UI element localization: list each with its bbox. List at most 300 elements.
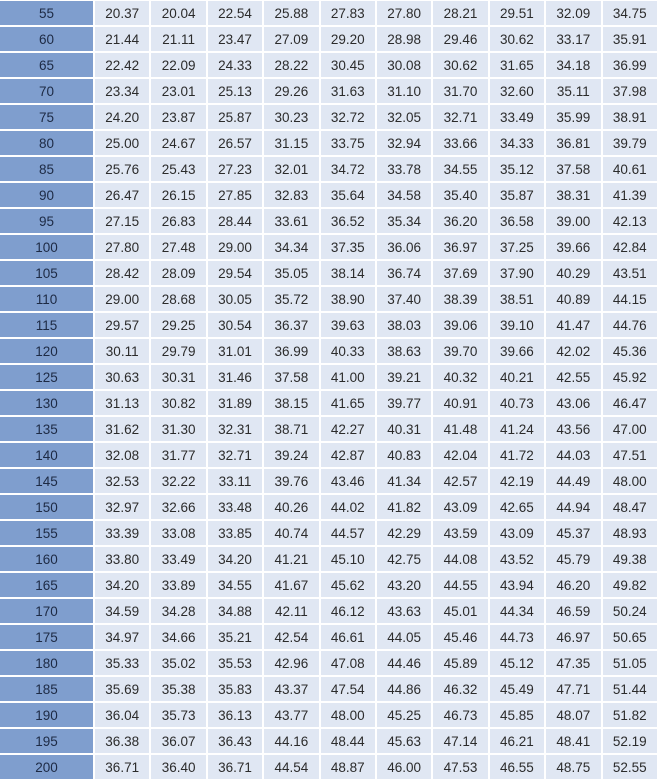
table-cell: 33.08 — [151, 521, 205, 545]
table-cell: 44.05 — [377, 625, 431, 649]
table-cell: 47.35 — [546, 651, 600, 675]
table-cell: 28.68 — [151, 287, 205, 311]
table-cell: 26.83 — [151, 209, 205, 233]
table-cell: 40.91 — [433, 391, 487, 415]
table-cell: 33.49 — [151, 547, 205, 571]
table-cell: 35.34 — [377, 209, 431, 233]
row-key-cell: 185 — [0, 677, 93, 701]
table-cell: 37.35 — [321, 235, 375, 259]
table-cell: 48.44 — [321, 729, 375, 753]
table-cell: 22.54 — [208, 1, 262, 25]
table-cell: 32.01 — [264, 157, 318, 181]
row-key-cell: 85 — [0, 157, 93, 181]
table-cell: 38.71 — [264, 417, 318, 441]
table-cell: 46.32 — [433, 677, 487, 701]
table-cell: 25.13 — [208, 79, 262, 103]
table-cell: 32.94 — [377, 131, 431, 155]
table-cell: 33.49 — [490, 105, 544, 129]
table-cell: 32.08 — [95, 443, 149, 467]
table-cell: 30.31 — [151, 365, 205, 389]
table-cell: 44.94 — [546, 495, 600, 519]
table-cell: 37.69 — [433, 261, 487, 285]
table-cell: 36.07 — [151, 729, 205, 753]
table-cell: 47.71 — [546, 677, 600, 701]
table-cell: 38.15 — [264, 391, 318, 415]
table-cell: 33.48 — [208, 495, 262, 519]
table-cell: 35.99 — [546, 105, 600, 129]
table-cell: 47.51 — [603, 443, 657, 467]
table-cell: 33.39 — [95, 521, 149, 545]
table-cell: 35.53 — [208, 651, 262, 675]
table-cell: 42.02 — [546, 339, 600, 363]
table-cell: 34.34 — [264, 235, 318, 259]
table-cell: 39.06 — [433, 313, 487, 337]
table-cell: 34.88 — [208, 599, 262, 623]
table-cell: 27.23 — [208, 157, 262, 181]
table-cell: 32.53 — [95, 469, 149, 493]
table-cell: 44.46 — [377, 651, 431, 675]
table-cell: 37.90 — [490, 261, 544, 285]
table-cell: 20.04 — [151, 1, 205, 25]
table-cell: 29.54 — [208, 261, 262, 285]
table-cell: 34.59 — [95, 599, 149, 623]
table-cell: 23.01 — [151, 79, 205, 103]
table-cell: 35.11 — [546, 79, 600, 103]
table-cell: 35.33 — [95, 651, 149, 675]
table-cell: 47.53 — [433, 755, 487, 779]
table-cell: 38.63 — [377, 339, 431, 363]
table-cell: 43.51 — [603, 261, 657, 285]
table-cell: 39.24 — [264, 443, 318, 467]
table-cell: 44.15 — [603, 287, 657, 311]
row-key-cell: 95 — [0, 209, 93, 233]
row-key-cell: 75 — [0, 105, 93, 129]
table-cell: 37.58 — [264, 365, 318, 389]
table-cell: 37.98 — [603, 79, 657, 103]
table-cell: 35.02 — [151, 651, 205, 675]
table-cell: 33.89 — [151, 573, 205, 597]
table-cell: 42.13 — [603, 209, 657, 233]
table-cell: 25.43 — [151, 157, 205, 181]
table-cell: 42.96 — [264, 651, 318, 675]
table-cell: 37.25 — [490, 235, 544, 259]
table-cell: 50.24 — [603, 599, 657, 623]
table-cell: 44.02 — [321, 495, 375, 519]
row-key-cell: 145 — [0, 469, 93, 493]
table-cell: 42.75 — [377, 547, 431, 571]
table-cell: 36.97 — [433, 235, 487, 259]
table-cell: 34.20 — [95, 573, 149, 597]
table-cell: 32.60 — [490, 79, 544, 103]
table-cell: 26.47 — [95, 183, 149, 207]
table-cell: 44.08 — [433, 547, 487, 571]
table-cell: 42.65 — [490, 495, 544, 519]
table-cell: 29.00 — [95, 287, 149, 311]
row-key-cell: 70 — [0, 79, 93, 103]
table-cell: 31.65 — [490, 53, 544, 77]
table-cell: 39.77 — [377, 391, 431, 415]
table-cell: 38.91 — [603, 105, 657, 129]
table-cell: 51.82 — [603, 703, 657, 727]
table-cell: 30.82 — [151, 391, 205, 415]
row-key-cell: 60 — [0, 27, 93, 51]
table-cell: 29.46 — [433, 27, 487, 51]
table-cell: 44.57 — [321, 521, 375, 545]
table-cell: 27.83 — [321, 1, 375, 25]
table-cell: 43.77 — [264, 703, 318, 727]
table-cell: 36.99 — [603, 53, 657, 77]
table-cell: 38.31 — [546, 183, 600, 207]
table-cell: 31.62 — [95, 417, 149, 441]
table-cell: 29.25 — [151, 313, 205, 337]
table-cell: 34.55 — [208, 573, 262, 597]
table-cell: 40.83 — [377, 443, 431, 467]
table-cell: 41.39 — [603, 183, 657, 207]
table-cell: 46.61 — [321, 625, 375, 649]
table-cell: 35.40 — [433, 183, 487, 207]
table-cell: 45.36 — [603, 339, 657, 363]
table-cell: 31.30 — [151, 417, 205, 441]
table-cell: 23.87 — [151, 105, 205, 129]
table-cell: 34.33 — [490, 131, 544, 155]
table-cell: 35.83 — [208, 677, 262, 701]
table-cell: 43.59 — [433, 521, 487, 545]
table-cell: 35.12 — [490, 157, 544, 181]
table-cell: 32.71 — [208, 443, 262, 467]
table-cell: 35.72 — [264, 287, 318, 311]
table-cell: 42.27 — [321, 417, 375, 441]
table-cell: 31.77 — [151, 443, 205, 467]
table-cell: 33.66 — [433, 131, 487, 155]
table-cell: 51.44 — [603, 677, 657, 701]
table-cell: 48.47 — [603, 495, 657, 519]
row-key-cell: 130 — [0, 391, 93, 415]
table-cell: 43.09 — [433, 495, 487, 519]
table-cell: 40.29 — [546, 261, 600, 285]
table-cell: 44.55 — [433, 573, 487, 597]
row-key-cell: 120 — [0, 339, 93, 363]
table-cell: 36.74 — [377, 261, 431, 285]
table-cell: 48.93 — [603, 521, 657, 545]
table-cell: 26.15 — [151, 183, 205, 207]
table-cell: 36.13 — [208, 703, 262, 727]
table-cell: 36.52 — [321, 209, 375, 233]
table-cell: 43.56 — [546, 417, 600, 441]
table-cell: 41.72 — [490, 443, 544, 467]
table-cell: 21.44 — [95, 27, 149, 51]
table-cell: 40.33 — [321, 339, 375, 363]
table-cell: 47.54 — [321, 677, 375, 701]
table-cell: 23.34 — [95, 79, 149, 103]
row-key-cell: 180 — [0, 651, 93, 675]
table-cell: 30.05 — [208, 287, 262, 311]
table-cell: 31.89 — [208, 391, 262, 415]
table-cell: 43.46 — [321, 469, 375, 493]
table-cell: 44.03 — [546, 443, 600, 467]
table-cell: 35.69 — [95, 677, 149, 701]
table-cell: 27.80 — [377, 1, 431, 25]
row-key-cell: 55 — [0, 1, 93, 25]
table-cell: 24.33 — [208, 53, 262, 77]
table-cell: 42.54 — [264, 625, 318, 649]
table-cell: 39.66 — [490, 339, 544, 363]
table-cell: 27.09 — [264, 27, 318, 51]
table-cell: 45.46 — [433, 625, 487, 649]
table-cell: 42.84 — [603, 235, 657, 259]
table-cell: 48.75 — [546, 755, 600, 779]
table-cell: 45.12 — [490, 651, 544, 675]
table-cell: 37.40 — [377, 287, 431, 311]
table-cell: 43.09 — [490, 521, 544, 545]
row-key-cell: 195 — [0, 729, 93, 753]
table-cell: 33.80 — [95, 547, 149, 571]
table-cell: 46.20 — [546, 573, 600, 597]
table-cell: 41.65 — [321, 391, 375, 415]
table-cell: 29.26 — [264, 79, 318, 103]
table-cell: 25.76 — [95, 157, 149, 181]
table-cell: 43.63 — [377, 599, 431, 623]
table-cell: 38.90 — [321, 287, 375, 311]
table-cell: 32.09 — [546, 1, 600, 25]
table-cell: 42.57 — [433, 469, 487, 493]
table-cell: 28.98 — [377, 27, 431, 51]
table-cell: 44.86 — [377, 677, 431, 701]
table-cell: 43.06 — [546, 391, 600, 415]
table-cell: 36.04 — [95, 703, 149, 727]
table-cell: 31.15 — [264, 131, 318, 155]
table-cell: 43.94 — [490, 573, 544, 597]
row-key-cell: 155 — [0, 521, 93, 545]
table-cell: 39.00 — [546, 209, 600, 233]
row-key-cell: 200 — [0, 755, 93, 779]
table-cell: 37.58 — [546, 157, 600, 181]
table-cell: 44.54 — [264, 755, 318, 779]
row-key-cell: 65 — [0, 53, 93, 77]
table-cell: 35.73 — [151, 703, 205, 727]
table-cell: 47.14 — [433, 729, 487, 753]
row-key-cell: 190 — [0, 703, 93, 727]
table-cell: 42.04 — [433, 443, 487, 467]
table-cell: 39.10 — [490, 313, 544, 337]
table-cell: 48.00 — [603, 469, 657, 493]
row-key-cell: 115 — [0, 313, 93, 337]
table-cell: 35.05 — [264, 261, 318, 285]
table-cell: 33.78 — [377, 157, 431, 181]
table-cell: 42.19 — [490, 469, 544, 493]
table-cell: 36.38 — [95, 729, 149, 753]
table-cell: 46.59 — [546, 599, 600, 623]
table-cell: 25.00 — [95, 131, 149, 155]
table-cell: 32.22 — [151, 469, 205, 493]
table-cell: 36.43 — [208, 729, 262, 753]
table-cell: 39.76 — [264, 469, 318, 493]
table-cell: 33.61 — [264, 209, 318, 233]
table-cell: 39.21 — [377, 365, 431, 389]
table-cell: 46.00 — [377, 755, 431, 779]
table-cell: 30.08 — [377, 53, 431, 77]
table-cell: 41.47 — [546, 313, 600, 337]
table-cell: 32.31 — [208, 417, 262, 441]
table-cell: 45.10 — [321, 547, 375, 571]
table-cell: 39.66 — [546, 235, 600, 259]
table-cell: 40.89 — [546, 287, 600, 311]
table-cell: 40.74 — [264, 521, 318, 545]
table-cell: 51.05 — [603, 651, 657, 675]
table-cell: 30.62 — [433, 53, 487, 77]
table-cell: 49.82 — [603, 573, 657, 597]
table-cell: 33.11 — [208, 469, 262, 493]
table-cell: 44.49 — [546, 469, 600, 493]
table-cell: 42.55 — [546, 365, 600, 389]
table-cell: 44.16 — [264, 729, 318, 753]
table-cell: 38.39 — [433, 287, 487, 311]
table-cell: 36.71 — [95, 755, 149, 779]
table-cell: 34.66 — [151, 625, 205, 649]
table-cell: 46.47 — [603, 391, 657, 415]
table-cell: 38.14 — [321, 261, 375, 285]
table-cell: 31.70 — [433, 79, 487, 103]
table-cell: 30.23 — [264, 105, 318, 129]
table-cell: 44.34 — [490, 599, 544, 623]
table-cell: 45.63 — [377, 729, 431, 753]
row-key-cell: 175 — [0, 625, 93, 649]
table-cell: 34.75 — [603, 1, 657, 25]
table-cell: 41.00 — [321, 365, 375, 389]
table-cell: 36.20 — [433, 209, 487, 233]
table-cell: 36.99 — [264, 339, 318, 363]
table-cell: 35.64 — [321, 183, 375, 207]
table-cell: 43.52 — [490, 547, 544, 571]
table-cell: 44.76 — [603, 313, 657, 337]
table-cell: 40.21 — [490, 365, 544, 389]
table-cell: 46.21 — [490, 729, 544, 753]
table-cell: 52.55 — [603, 755, 657, 779]
table-cell: 28.44 — [208, 209, 262, 233]
table-cell: 30.54 — [208, 313, 262, 337]
table-cell: 36.58 — [490, 209, 544, 233]
table-cell: 32.97 — [95, 495, 149, 519]
table-cell: 33.85 — [208, 521, 262, 545]
row-key-cell: 105 — [0, 261, 93, 285]
table-cell: 24.67 — [151, 131, 205, 155]
table-cell: 50.65 — [603, 625, 657, 649]
table-cell: 45.49 — [490, 677, 544, 701]
table-cell: 28.09 — [151, 261, 205, 285]
table-cell: 31.63 — [321, 79, 375, 103]
table-cell: 44.73 — [490, 625, 544, 649]
table-cell: 48.41 — [546, 729, 600, 753]
table-cell: 38.03 — [377, 313, 431, 337]
table-cell: 45.25 — [377, 703, 431, 727]
table-cell: 28.22 — [264, 53, 318, 77]
table-cell: 46.55 — [490, 755, 544, 779]
table-cell: 43.37 — [264, 677, 318, 701]
table-cell: 34.58 — [377, 183, 431, 207]
table-cell: 32.83 — [264, 183, 318, 207]
table-cell: 34.28 — [151, 599, 205, 623]
table-cell: 27.15 — [95, 209, 149, 233]
table-cell: 28.42 — [95, 261, 149, 285]
table-cell: 34.72 — [321, 157, 375, 181]
row-key-cell: 170 — [0, 599, 93, 623]
table-cell: 38.51 — [490, 287, 544, 311]
table-cell: 41.21 — [264, 547, 318, 571]
row-key-cell: 90 — [0, 183, 93, 207]
table-cell: 35.21 — [208, 625, 262, 649]
row-key-cell: 125 — [0, 365, 93, 389]
table-cell: 52.19 — [603, 729, 657, 753]
table-cell: 27.48 — [151, 235, 205, 259]
table-cell: 45.92 — [603, 365, 657, 389]
table-cell: 45.62 — [321, 573, 375, 597]
table-cell: 21.11 — [151, 27, 205, 51]
table-cell: 47.08 — [321, 651, 375, 675]
table-cell: 49.38 — [603, 547, 657, 571]
table-cell: 40.32 — [433, 365, 487, 389]
table-cell: 35.91 — [603, 27, 657, 51]
table-cell: 40.61 — [603, 157, 657, 181]
table-cell: 34.97 — [95, 625, 149, 649]
table-cell: 41.24 — [490, 417, 544, 441]
table-cell: 45.37 — [546, 521, 600, 545]
table-cell: 40.73 — [490, 391, 544, 415]
table-cell: 29.57 — [95, 313, 149, 337]
row-key-cell: 110 — [0, 287, 93, 311]
table-cell: 36.37 — [264, 313, 318, 337]
table-cell: 40.26 — [264, 495, 318, 519]
table-cell: 36.06 — [377, 235, 431, 259]
table-cell: 31.13 — [95, 391, 149, 415]
table-cell: 45.85 — [490, 703, 544, 727]
table-cell: 28.21 — [433, 1, 487, 25]
table-cell: 42.87 — [321, 443, 375, 467]
table-cell: 45.01 — [433, 599, 487, 623]
table-cell: 42.11 — [264, 599, 318, 623]
row-key-cell: 165 — [0, 573, 93, 597]
row-key-cell: 140 — [0, 443, 93, 467]
table-cell: 35.87 — [490, 183, 544, 207]
row-key-cell: 135 — [0, 417, 93, 441]
table-cell: 25.88 — [264, 1, 318, 25]
table-cell: 36.71 — [208, 755, 262, 779]
table-cell: 32.71 — [433, 105, 487, 129]
table-cell: 41.67 — [264, 573, 318, 597]
table-cell: 30.63 — [95, 365, 149, 389]
table-cell: 27.80 — [95, 235, 149, 259]
table-cell: 46.12 — [321, 599, 375, 623]
table-cell: 30.62 — [490, 27, 544, 51]
table-cell: 48.07 — [546, 703, 600, 727]
row-key-cell: 150 — [0, 495, 93, 519]
table-cell: 45.89 — [433, 651, 487, 675]
table-cell: 29.20 — [321, 27, 375, 51]
table-cell: 32.66 — [151, 495, 205, 519]
table-cell: 42.29 — [377, 521, 431, 545]
table-cell: 32.72 — [321, 105, 375, 129]
table-cell: 20.37 — [95, 1, 149, 25]
table-cell: 33.75 — [321, 131, 375, 155]
table-cell: 39.70 — [433, 339, 487, 363]
table-cell: 41.82 — [377, 495, 431, 519]
table-cell: 36.81 — [546, 131, 600, 155]
table-cell: 34.20 — [208, 547, 262, 571]
table-cell: 41.34 — [377, 469, 431, 493]
table-cell: 36.40 — [151, 755, 205, 779]
table-cell: 30.11 — [95, 339, 149, 363]
table-cell: 24.20 — [95, 105, 149, 129]
table-cell: 29.51 — [490, 1, 544, 25]
table-cell: 41.48 — [433, 417, 487, 441]
